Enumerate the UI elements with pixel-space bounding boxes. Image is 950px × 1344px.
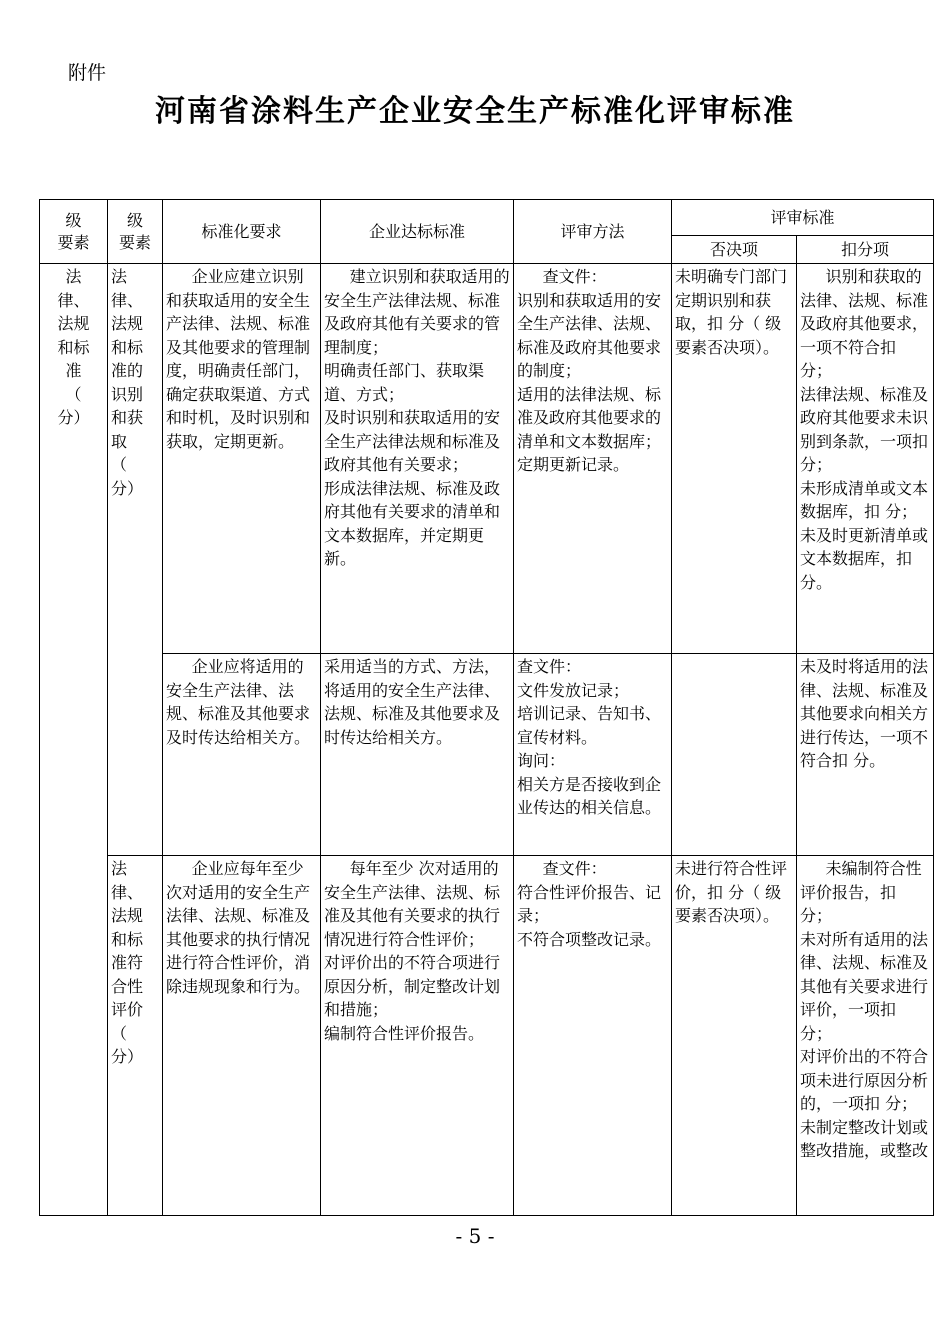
requirement-cell: 企业应将适用的安全生产法律、法规、标准及其他要求及时传达给相关方。 (163, 654, 321, 856)
level2-element-cell: 法 律、 法规 和标 准符 合性 评价 （ 分） (108, 856, 163, 1216)
method-cell: 查文件： 文件发放记录； 培训记录、告知书、宣传材料。 询问： 相关方是否接收到企业传达的相关信息。 (514, 654, 672, 856)
standard-cell: 采用适当的方式、方法，将适用的安全生产法律、法规、标准及其他要求及时传达给相关方。 (321, 654, 514, 856)
method-cell: 查文件： 识别和获取适用的安全生产法律、法规、标准及政府其他要求的制度； 适用的法律法规、标准及政府其他要求的清单和文本数据库； 定期更新记录。 (514, 264, 672, 654)
table-row (40, 856, 934, 1216)
page-number: - 5 - (455, 1224, 495, 1248)
header-review-method: 评审方法 (514, 200, 672, 264)
deduction-cell: 未编制符合性评价报告，扣 分； 未对所有适用的法律、法规、标准及其他有关要求进行评价，一项扣 分； 对评价出的不符合项未进行原因分析的，一项扣 分；未制定整改计划或整改措施，或整改 (797, 856, 934, 1216)
deduction-cell: 未及时将适用的法律、法规、标准及其他要求向相关方进行传达，一项不符合扣 分。 (797, 654, 934, 856)
review-standard-table (39, 199, 934, 1216)
standard-cell: 每年至少 次对适用的安全生产法律、法规、标准及其他有关要求的执行情况进行符合性评价； 对评价出的不符合项进行原因分析，制定整改计划和措施； 编制符合性评价报告。 (321, 856, 514, 1216)
level2-element-cell: 法 律、 法规 和标 准的 识别 和获 取 （ 分） (108, 264, 163, 856)
table-row (40, 264, 934, 654)
table-row (40, 654, 934, 856)
requirement-cell: 企业应建立识别和获取适用的安全生产法律、法规、标准及其他要求的管理制度，明确责任部门，确定获取渠道、方式和时机，及时识别和获取，定期更新。 (163, 264, 321, 654)
header-enterprise-standard: 企业达标标准 (321, 200, 514, 264)
deduction-cell: 识别和获取的法律、法规、标准及政府其他要求，一项不符合扣 分； 法律法规、标准及政府其他要求未识别到条款，一项扣 分； 未形成清单或文本数据库，扣 分； 未及时更新清单或文本数据库，扣 分。 (797, 264, 934, 654)
header-standard-requirement: 标准化要求 (163, 200, 321, 264)
attachment-label: 附件 (68, 62, 107, 84)
veto-cell (672, 654, 797, 856)
header-review-criteria: 评审标准 (672, 200, 934, 236)
header-deduction: 扣分项 (797, 236, 934, 264)
page-title: 河南省涂料生产企业安全生产标准化评审标准 (155, 94, 795, 129)
method-cell: 查文件： 符合性评价报告、记录； 不符合项整改记录。 (514, 856, 672, 1216)
header-level1-element: 级 要素 (40, 200, 108, 264)
header-veto: 否决项 (672, 236, 797, 264)
standard-cell: 建立识别和获取适用的安全生产法律法规、标准及政府其他有关要求的管理制度； 明确责任部门、获取渠道、方式； 及时识别和获取适用的安全生产法律法规和标准及政府其他有关要求； 形成法律法规、标准及政府其他有关要求的清单和文本数据库，并定期更新。 (321, 264, 514, 654)
level1-element-cell: 法 律、 法规 和标 准 （ 分） (40, 264, 108, 1216)
veto-cell: 未明确专门部门定期识别和获取，扣 分（ 级要素否决项）。 (672, 264, 797, 654)
header-level2-element: 级 要素 (108, 200, 163, 264)
requirement-cell: 企业应每年至少 次对适用的安全生产法律、法规、标准及其他要求的执行情况进行符合性评价，消除违规现象和行为。 (163, 856, 321, 1216)
veto-cell: 未进行符合性评价，扣 分（ 级要素否决项）。 (672, 856, 797, 1216)
